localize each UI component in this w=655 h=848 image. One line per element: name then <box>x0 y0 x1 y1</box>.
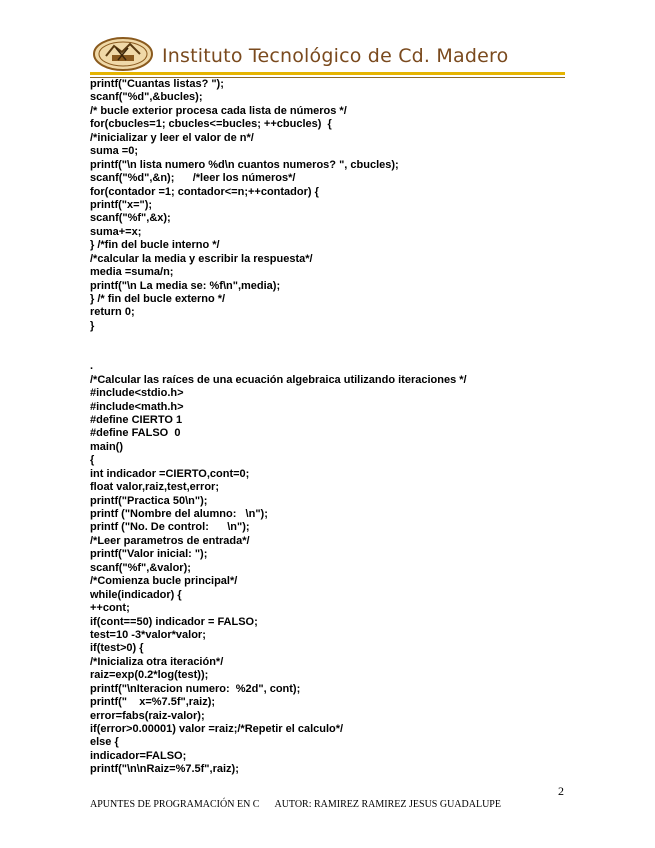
code-listing <box>90 78 570 777</box>
code-line: /*inicializar y leer el valor de n*/ <box>90 131 254 144</box>
code-line: scanf("%f",&valor); <box>90 561 191 574</box>
code-line: media =suma/n; <box>90 266 174 279</box>
code-line: { <box>90 454 95 467</box>
code-line: printf("Cuantas listas? "); <box>90 78 224 90</box>
code-line: printf("\nIteracion numero: %2d", cont); <box>90 682 301 695</box>
code-line: else { <box>90 736 119 749</box>
code-line: if(cont==50) indicador = FALSO; <box>90 615 258 628</box>
code-line: indicador=FALSO; <box>90 749 187 762</box>
page-number: 2 <box>558 784 564 798</box>
code-line: test=10 -3*valor*valor; <box>90 628 206 641</box>
footer-course-title: APUNTES DE PROGRAMACIÓN EN C <box>90 799 260 810</box>
code-line: printf("\n La media se: %f\n",media); <box>90 279 281 292</box>
code-line: } /*fin del bucle interno */ <box>90 239 220 252</box>
code-line: while(indicador) { <box>90 588 182 601</box>
code-line: if(test>0) { <box>90 642 144 655</box>
code-line: printf("\n lista numero %d\n cuantos numeros? ", cbucles); <box>90 158 399 171</box>
code-line: printf("\n\nRaiz=%7.5f",raiz); <box>90 763 239 776</box>
code-line: return 0; <box>90 306 135 319</box>
code-line: scanf("%f",&x); <box>90 212 171 225</box>
code-line: suma =0; <box>90 145 138 158</box>
code-line: #include<stdio.h> <box>90 387 184 400</box>
code-line: #define FALSO 0 <box>90 427 181 440</box>
code-line <box>90 347 570 360</box>
code-line: printf ("No. De control: \n"); <box>90 521 250 534</box>
code-line: for(contador =1; contador<=n;++contador) { <box>90 185 319 198</box>
code-line: #include<math.h> <box>90 400 184 413</box>
code-line <box>90 333 570 346</box>
page-footer <box>90 799 501 810</box>
code-line: #define CIERTO 1 <box>90 413 183 426</box>
code-line: printf("Practica 50\n"); <box>90 494 208 507</box>
code-line: main() <box>90 440 123 453</box>
code-line: /*Inicializa otra iteración*/ <box>90 655 224 668</box>
footer-author: AUTOR: RAMIREZ RAMIREZ JESUS GUADALUPE <box>274 799 501 810</box>
code-line: /*Calcular las raíces de una ecuación algebraica utilizando iteraciones */ <box>90 373 467 386</box>
code-line: } <box>90 319 95 332</box>
code-line: suma+=x; <box>90 225 142 238</box>
header-rule <box>90 72 565 75</box>
code-line: raiz=exp(0.2*log(test)); <box>90 669 209 682</box>
code-line: printf("x="); <box>90 198 153 211</box>
code-line: int indicador =CIERTO,cont=0; <box>90 467 250 480</box>
code-line: /* bucle exterior procesa cada lista de números */ <box>90 104 347 117</box>
institute-name: Instituto Tecnológico de Cd. Madero <box>162 45 509 67</box>
code-line: printf ("Nombre del alumno: \n"); <box>90 508 268 520</box>
code-line: /*Comienza bucle principal*/ <box>90 575 238 588</box>
code-line: scanf("%d",&bucles); <box>90 91 203 104</box>
institute-logo <box>92 36 154 72</box>
code-line: scanf("%d",&n); /*leer los números*/ <box>90 172 296 185</box>
code-line: /*calcular la media y escribir la respuesta*/ <box>90 252 313 265</box>
code-line: error=fabs(raiz-valor); <box>90 709 205 722</box>
code-line: for(cbucles=1; cbucles<=bucles; ++cbucles) { <box>90 118 332 131</box>
code-line: . <box>90 360 94 373</box>
code-line: /*Leer parametros de entrada*/ <box>90 534 250 547</box>
code-line: } /* fin del bucle externo */ <box>90 293 226 305</box>
code-line: printf(" x=%7.5f",raiz); <box>90 696 216 709</box>
code-line: if(error>0.00001) valor =raiz;/*Repetir el calculo*/ <box>90 723 344 735</box>
code-line: ++cont; <box>90 602 130 615</box>
code-line: float valor,raiz,test,error; <box>90 481 219 494</box>
code-line: printf("Valor inicial: "); <box>90 548 208 561</box>
